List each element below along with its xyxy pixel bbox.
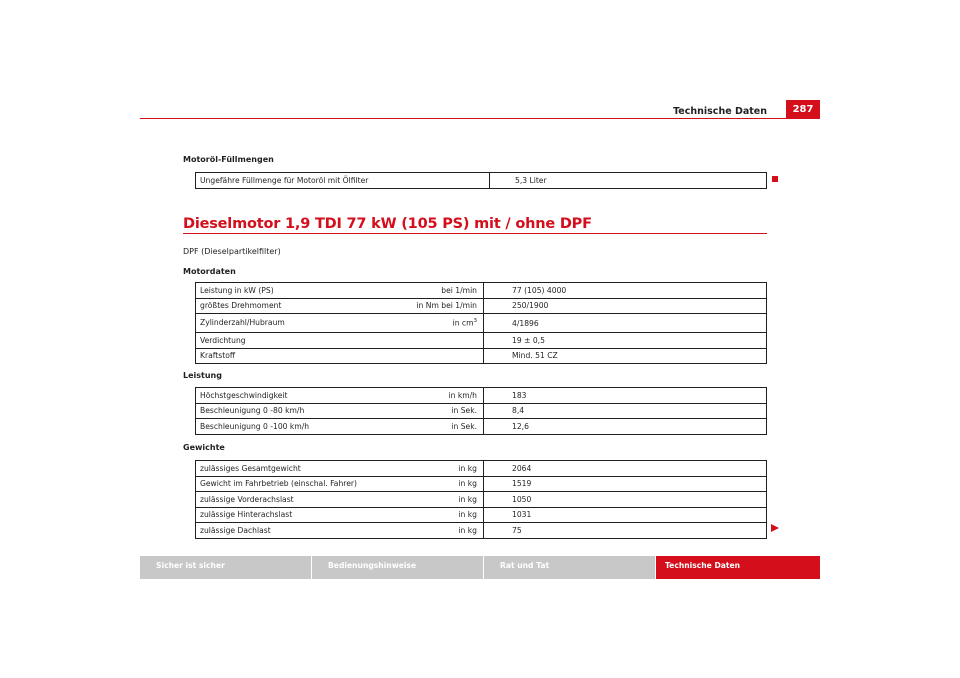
cell-unit: in kg — [374, 492, 484, 508]
table-row — [196, 333, 767, 349]
leistung-table — [195, 387, 767, 435]
table-row — [196, 298, 767, 314]
cell-unit: in kg — [374, 507, 484, 523]
header-rule — [140, 118, 820, 119]
cell-unit: in km/h — [346, 388, 484, 404]
table-row — [196, 476, 767, 492]
cell-unit: in kg — [374, 461, 484, 477]
section-heading: Dieselmotor 1,9 TDI 77 kW (105 PS) mit / ohne DPF — [183, 216, 592, 232]
motordaten-heading: Motordaten — [183, 267, 236, 276]
oil-label: Ungefähre Füllmenge für Motoröl mit Ölfilter — [196, 173, 490, 189]
cell-label: zulässige Vorderachslast — [196, 492, 374, 508]
footer-tab-bedienung[interactable]: Bedienungshinweise — [312, 556, 483, 579]
cell-value: 77 (105) 4000 — [484, 283, 767, 299]
unit-superscript: 3 — [473, 318, 477, 325]
cell-value: 4/1896 — [484, 314, 767, 333]
cell-unit: in Nm bei 1/min — [346, 298, 484, 314]
table-row — [196, 492, 767, 508]
table-row — [196, 283, 767, 299]
cell-label: zulässige Hinterachslast — [196, 507, 374, 523]
table-row — [196, 403, 767, 419]
oil-heading: Motoröl-Füllmengen — [183, 155, 274, 164]
table-row — [196, 348, 767, 364]
cell-label: Zylinderzahl/Hubraum — [196, 314, 346, 333]
cell-value: 1031 — [484, 507, 767, 523]
cell-unit: in Sek. — [346, 403, 484, 419]
continue-arrow-icon — [771, 524, 779, 532]
cell-value: 183 — [484, 388, 767, 404]
cell-label: Höchstgeschwindigkeit — [196, 388, 346, 404]
cell-label: Kraftstoff — [196, 348, 346, 364]
oil-value: 5,3 Liter — [490, 173, 767, 189]
dpf-note: DPF (Dieselpartikelfilter) — [183, 247, 281, 256]
cell-label: Leistung in kW (PS) — [196, 283, 346, 299]
cell-unit — [346, 333, 484, 349]
cell-value: 12,6 — [484, 419, 767, 435]
cell-label: zulässige Dachlast — [196, 523, 374, 539]
oil-table — [195, 172, 767, 189]
cell-label: zulässiges Gesamtgewicht — [196, 461, 374, 477]
cell-value: 250/1900 — [484, 298, 767, 314]
unit-text: in cm — [452, 318, 474, 328]
footer-tab-sicher[interactable]: Sicher ist sicher — [140, 556, 311, 579]
footer-tab-technische-daten[interactable]: Technische Daten — [656, 556, 820, 579]
cell-unit: in kg — [374, 476, 484, 492]
section-heading-rule — [183, 233, 767, 234]
cell-value: 19 ± 0,5 — [484, 333, 767, 349]
cell-value: 1519 — [484, 476, 767, 492]
leistung-heading: Leistung — [183, 371, 222, 380]
cell-unit — [346, 314, 484, 333]
cell-label: Verdichtung — [196, 333, 346, 349]
cell-value: 75 — [484, 523, 767, 539]
table-row — [196, 419, 767, 435]
cell-value: 8,4 — [484, 403, 767, 419]
table-row — [196, 461, 767, 477]
gewichte-heading: Gewichte — [183, 443, 225, 452]
footer-tab-rat[interactable]: Rat und Tat — [484, 556, 655, 579]
table-row — [196, 314, 767, 333]
cell-label: größtes Drehmoment — [196, 298, 346, 314]
page-header-title: Technische Daten — [673, 106, 767, 117]
table-row — [196, 388, 767, 404]
cell-unit — [346, 348, 484, 364]
cell-label: Gewicht im Fahrbetrieb (einschal. Fahrer) — [196, 476, 374, 492]
gewichte-table — [195, 460, 767, 539]
cell-unit: in Sek. — [346, 419, 484, 435]
footer-nav — [140, 556, 820, 579]
cell-value: Mind. 51 CZ — [484, 348, 767, 364]
table-row — [196, 173, 767, 189]
cell-unit: in kg — [374, 523, 484, 539]
end-square-icon — [772, 176, 778, 182]
cell-value: 1050 — [484, 492, 767, 508]
table-row — [196, 523, 767, 539]
cell-unit: bei 1/min — [346, 283, 484, 299]
table-row — [196, 507, 767, 523]
page-number: 287 — [786, 100, 820, 119]
cell-label: Beschleunigung 0 -100 km/h — [196, 419, 346, 435]
cell-value: 2064 — [484, 461, 767, 477]
motordaten-table — [195, 282, 767, 364]
cell-label: Beschleunigung 0 -80 km/h — [196, 403, 346, 419]
